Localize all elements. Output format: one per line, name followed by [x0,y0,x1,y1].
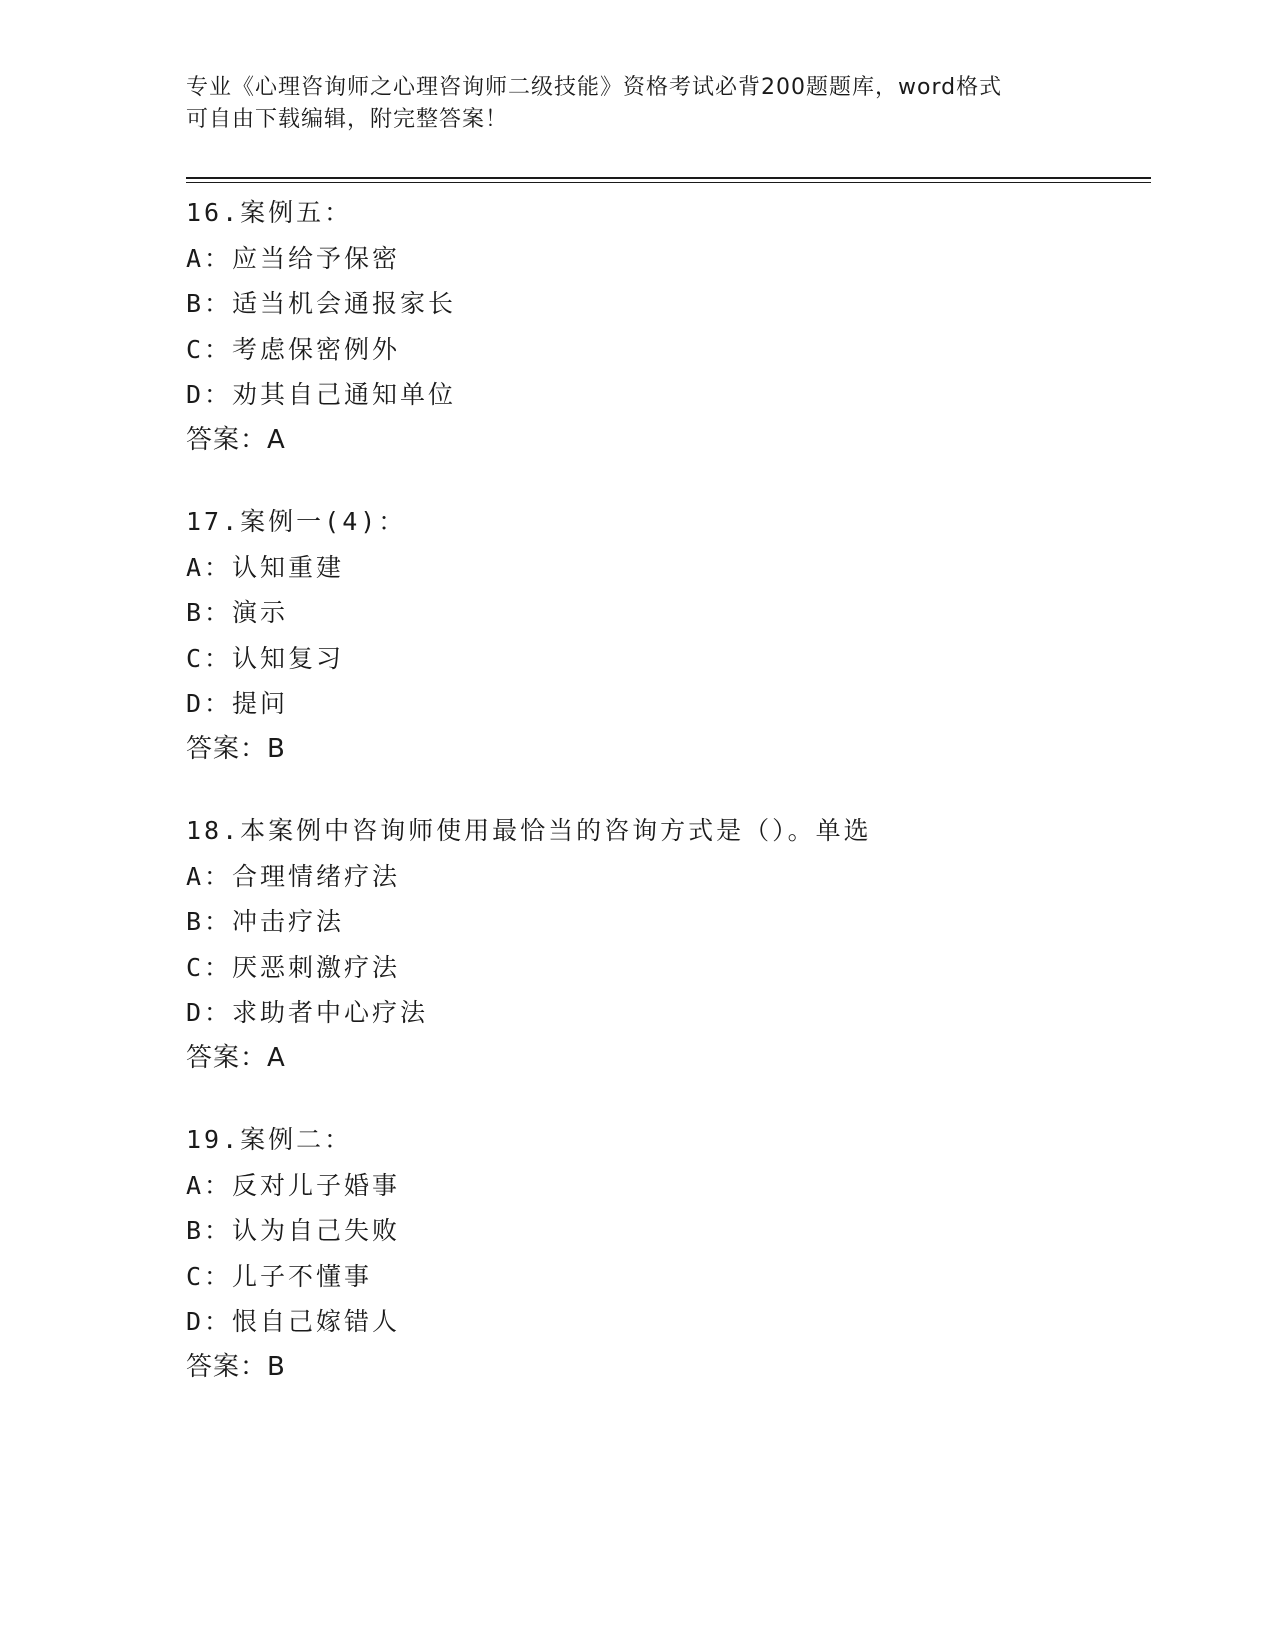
option-b: B：演示 [186,598,289,627]
question-17 [186,499,1151,772]
question-16 [186,190,1151,463]
option-a: A：认知重建 [186,552,345,582]
option-b: B：适当机会通报家长 [186,289,457,318]
option-c: C：厌恶刺激疗法 [186,952,401,982]
option-c: C：儿子不懂事 [186,1261,373,1291]
answer: 答案：A [186,1042,286,1073]
option-d: D：恨自己嫁错人 [186,1307,401,1336]
answer: 答案：A [186,424,286,455]
question-19 [186,1117,1151,1390]
header-divider-thick [186,177,1151,179]
option-a: A：反对儿子婚事 [186,1170,401,1200]
header-divider-thin [186,182,1151,183]
option-c: C：考虑保密例外 [186,334,401,364]
question-18 [186,808,1151,1081]
question-title: 19.案例二： [186,1125,353,1154]
question-title: 18.本案例中咨询师使用最恰当的咨询方式是（）。单选 [186,816,872,845]
document-header [186,72,1086,136]
option-b: B：认为自己失败 [186,1216,401,1245]
answer: 答案：B [186,1351,286,1382]
option-d: D：求助者中心疗法 [186,998,429,1027]
question-title: 17.案例一(4)： [186,507,407,536]
option-c: C：认知复习 [186,643,345,673]
header-line-2: 可自由下载编辑，附完整答案！ [186,107,509,132]
answer: 答案：B [186,733,286,764]
option-d: D：提问 [186,689,289,718]
option-b: B：冲击疗法 [186,907,345,936]
question-title: 16.案例五： [186,198,353,227]
option-a: A：合理情绪疗法 [186,861,401,891]
option-a: A：应当给予保密 [186,243,401,273]
question-list [186,190,1151,1426]
option-d: D：劝其自己通知单位 [186,380,457,409]
header-line-1: 专业《心理咨询师之心理咨询师二级技能》资格考试必背200题题库，word格式 [186,75,1003,100]
